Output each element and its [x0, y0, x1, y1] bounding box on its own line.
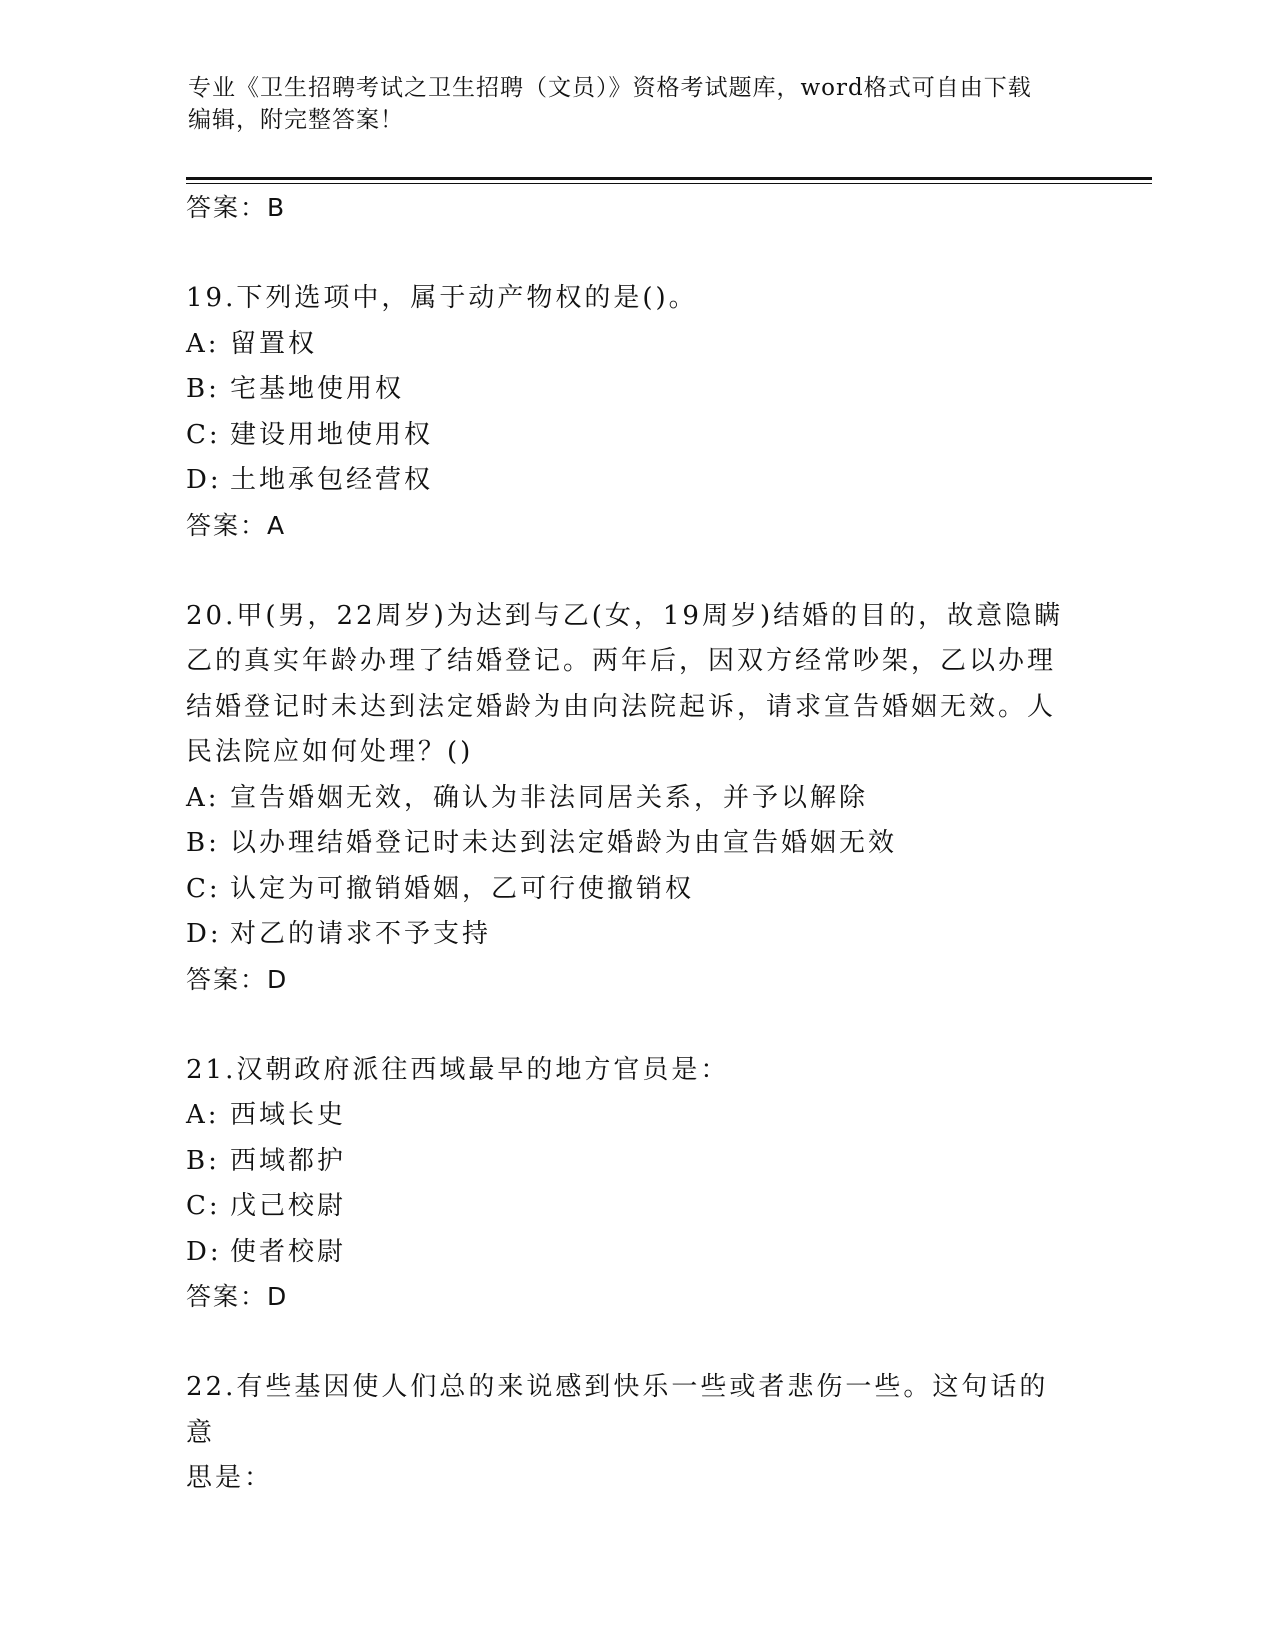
option-a — [186, 776, 1146, 822]
option-text: 土地承包经营权 — [230, 465, 434, 495]
option-letter: C: — [186, 1191, 221, 1221]
stem-line: 乙的真实年龄办理了结婚登记。两年后，因双方经常吵架，乙以办理 — [186, 646, 1057, 676]
option-letter: B: — [186, 374, 220, 404]
header-line-1: 专业《卫生招聘考试之卫生招聘（文员）》资格考试题库，word格式可自由下载 — [188, 75, 1032, 101]
question-stem — [186, 276, 1066, 322]
header-divider-thin — [186, 183, 1152, 184]
answer-line: 答案：D — [186, 1282, 289, 1311]
option-a — [186, 1093, 1146, 1139]
option-c — [186, 867, 1146, 913]
option-d — [186, 458, 1146, 504]
option-d — [186, 912, 1146, 958]
stem-line: 民法院应如何处理？() — [186, 737, 474, 767]
option-text: 使者校尉 — [230, 1236, 347, 1267]
option-letter: D: — [186, 465, 222, 495]
document-header — [188, 72, 1088, 136]
question-stem — [186, 1048, 1066, 1094]
stem-line: 结婚登记时未达到法定婚龄为由向法院起诉，请求宣告婚姻无效。人 — [186, 691, 1057, 722]
question-20 — [186, 594, 1146, 1002]
stem-line: 思是： — [186, 1463, 274, 1493]
question-stem — [186, 594, 1066, 776]
option-c — [186, 413, 1146, 459]
option-text: 西域长史 — [230, 1100, 347, 1130]
option-d — [186, 1230, 1146, 1276]
option-letter: C: — [186, 419, 221, 450]
stem-line: 22.有些基因使人们总的来说感到快乐一些或者悲伤一些。这句话的意 — [186, 1372, 1049, 1448]
option-letter: A: — [186, 1100, 220, 1130]
option-letter: B: — [186, 1145, 220, 1176]
stem-line: 19.下列选项中，属于动产物权的是()。 — [186, 283, 698, 313]
question-stem — [186, 1365, 1066, 1502]
answer-line: 答案：D — [186, 964, 289, 994]
header-divider-thick — [186, 177, 1152, 180]
option-text: 以办理结婚登记时未达到法定婚龄为由宣告婚姻无效 — [230, 828, 898, 858]
option-text: 宅基地使用权 — [230, 374, 405, 404]
option-c — [186, 1184, 1146, 1230]
option-text: 认定为可撤销婚姻，乙可行使撤销权 — [230, 873, 695, 904]
question-21 — [186, 1048, 1146, 1320]
option-b — [186, 1139, 1146, 1185]
option-text: 留置权 — [230, 328, 318, 359]
option-letter: D: — [186, 1236, 222, 1267]
question-19 — [186, 276, 1146, 548]
option-letter: A: — [186, 328, 220, 359]
option-b — [186, 367, 1146, 413]
previous-answer: 答案：B — [186, 193, 287, 222]
option-text: 西域都护 — [230, 1145, 347, 1176]
option-letter: A: — [186, 782, 220, 813]
option-b — [186, 821, 1146, 867]
option-letter: C: — [186, 873, 221, 904]
option-a — [186, 322, 1146, 368]
question-list — [186, 186, 1146, 1502]
stem-line: 20.甲(男，22周岁)为达到与乙(女，19周岁)结婚的目的，故意隐瞒 — [186, 600, 1064, 631]
option-text: 宣告婚姻无效，确认为非法同居关系，并予以解除 — [230, 782, 869, 813]
option-text: 戊己校尉 — [230, 1191, 347, 1221]
header-line-2: 编辑，附完整答案！ — [188, 107, 404, 133]
question-22 — [186, 1365, 1146, 1502]
stem-line: 21.汉朝政府派往西域最早的地方官员是： — [186, 1054, 730, 1085]
option-letter: B: — [186, 828, 220, 858]
option-text: 对乙的请求不予支持 — [230, 919, 492, 949]
answer-line: 答案：A — [186, 510, 287, 540]
option-text: 建设用地使用权 — [230, 419, 434, 450]
option-letter: D: — [186, 919, 222, 949]
